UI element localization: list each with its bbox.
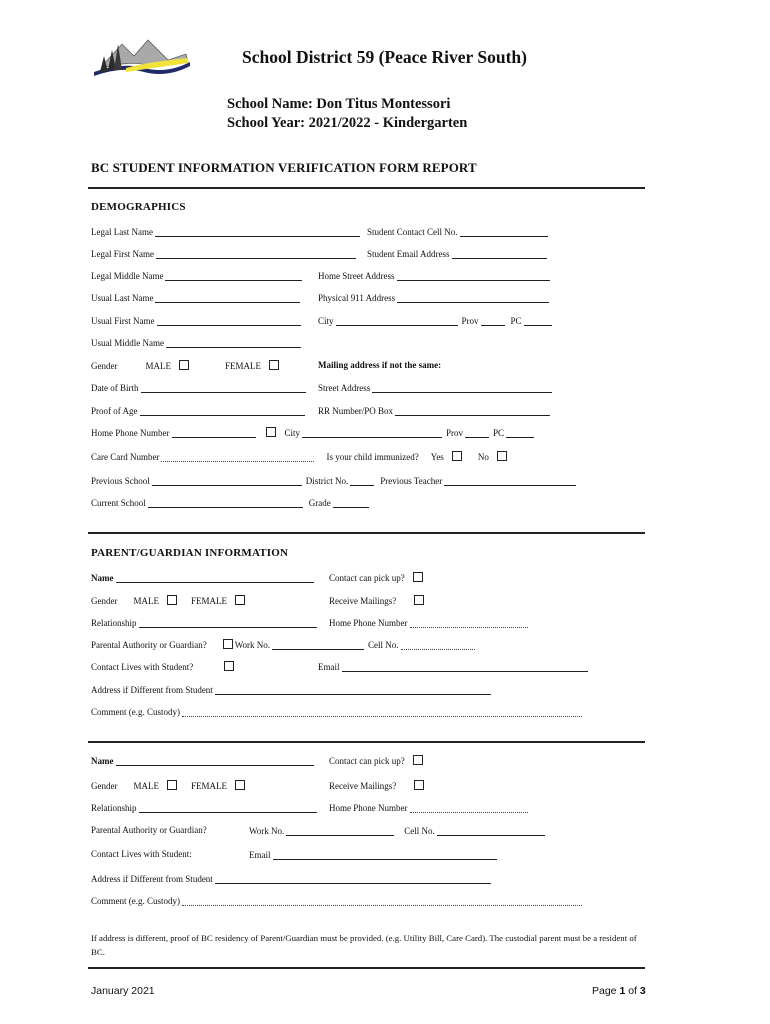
home-phone-label: Home Phone Number — [91, 428, 170, 438]
p2-name-label: Name — [91, 756, 114, 766]
no-label: No — [477, 452, 489, 462]
contact-cell-input[interactable] — [460, 226, 548, 237]
p2-address-diff-input[interactable] — [215, 873, 491, 884]
prev-teacher-label: Previous Teacher — [380, 476, 443, 486]
city2-input[interactable] — [302, 427, 442, 438]
p1-gender-label: Gender — [91, 596, 118, 606]
p1-work-no-input[interactable] — [272, 639, 364, 650]
p1-lives-with-checkbox[interactable] — [224, 661, 234, 671]
district-no-input[interactable] — [350, 475, 374, 486]
dob-label: Date of Birth — [91, 383, 139, 393]
usual-first-label: Usual First Name — [91, 316, 155, 326]
school-name: School Name: Don Titus Montessori — [227, 96, 451, 112]
p1-name-label: Name — [91, 573, 114, 583]
p2-name-input[interactable] — [116, 755, 314, 766]
yes-label: Yes — [430, 452, 444, 462]
footer-page — [592, 985, 646, 997]
p1-female-label: FEMALE — [191, 596, 227, 606]
p2-home-phone-label: Home Phone Number — [329, 803, 408, 813]
divider — [88, 741, 645, 743]
p1-female-checkbox[interactable] — [235, 595, 245, 605]
p1-work-no-label: Work No. — [234, 640, 270, 650]
rr-po-label: RR Number/PO Box — [318, 406, 394, 416]
yes-checkbox[interactable] — [452, 451, 462, 461]
district-title: School District 59 (Peace River South) — [242, 47, 527, 67]
p2-cell-no-label: Cell No. — [404, 826, 435, 836]
district-no-label: District No. — [305, 476, 349, 486]
p2-male-checkbox[interactable] — [167, 780, 177, 790]
page-word: Page — [592, 985, 617, 997]
care-card-label: Care Card Number — [91, 452, 160, 462]
usual-first-input[interactable] — [157, 315, 301, 326]
home-phone-checkbox[interactable] — [266, 427, 276, 437]
contact-cell-label: Student Contact Cell No. — [367, 227, 458, 237]
p2-pickup-checkbox[interactable] — [413, 755, 423, 765]
male-label: MALE — [145, 361, 171, 371]
p1-address-diff-label: Address if Different from Student — [91, 685, 213, 695]
p2-home-phone-input[interactable] — [410, 802, 528, 813]
no-checkbox[interactable] — [497, 451, 507, 461]
current-school-label: Current School — [91, 498, 146, 508]
p1-relationship-input[interactable] — [139, 617, 317, 628]
usual-middle-label: Usual Middle Name — [91, 338, 164, 348]
p1-comment-label: Comment (e.g. Custody) — [91, 707, 180, 717]
pc2-label: PC — [493, 428, 505, 438]
form-title: BC STUDENT INFORMATION VERIFICATION FORM REPORT — [91, 160, 477, 175]
p2-relationship-input[interactable] — [139, 802, 317, 813]
pc-label: PC — [510, 316, 522, 326]
p1-cell-no-label: Cell No. — [368, 640, 399, 650]
p1-male-checkbox[interactable] — [167, 595, 177, 605]
proof-age-label: Proof of Age — [91, 406, 138, 416]
p2-female-checkbox[interactable] — [235, 780, 245, 790]
home-phone-input[interactable] — [172, 427, 256, 438]
email-label: Student Email Address — [367, 249, 450, 259]
p2-mailings-checkbox[interactable] — [414, 780, 424, 790]
p1-mailings-label: Receive Mailings? — [329, 596, 397, 606]
legal-last-label: Legal Last Name — [91, 227, 153, 237]
p2-work-no-input[interactable] — [286, 825, 394, 836]
p1-cell-no-input[interactable] — [401, 639, 475, 650]
mailing-note: Mailing address if not the same: — [318, 360, 442, 370]
prov-label: Prov — [461, 316, 479, 326]
divider — [88, 187, 645, 189]
gender-label: Gender — [91, 361, 118, 371]
p1-relationship-label: Relationship — [91, 618, 137, 628]
p1-mailings-checkbox[interactable] — [414, 595, 424, 605]
p1-email-input[interactable] — [342, 661, 588, 672]
legal-first-label: Legal First Name — [91, 249, 154, 259]
female-label: FEMALE — [225, 361, 261, 371]
street-input[interactable] — [372, 382, 552, 393]
p2-email-input[interactable] — [273, 849, 497, 860]
p2-authority-label: Parental Authority or Guardian? — [91, 825, 207, 835]
male-checkbox[interactable] — [179, 360, 189, 370]
dob-input[interactable] — [141, 382, 306, 393]
prev-school-input[interactable] — [152, 475, 302, 486]
care-card-input[interactable] — [161, 451, 314, 462]
pc-input[interactable] — [524, 315, 552, 326]
of-word: of — [628, 985, 637, 997]
p2-female-label: FEMALE — [191, 781, 227, 791]
prev-teacher-input[interactable] — [444, 475, 576, 486]
p2-email-label: Email — [249, 850, 271, 860]
page-number: 1 — [619, 985, 626, 997]
p2-lives-with-label: Contact Lives with Student: — [91, 849, 192, 859]
district-logo — [92, 32, 192, 76]
p2-male-label: MALE — [133, 781, 159, 791]
p1-lives-with-label: Contact Lives with Student? — [91, 662, 194, 672]
usual-last-input[interactable] — [155, 292, 300, 303]
legal-last-input[interactable] — [155, 226, 360, 237]
pc2-input[interactable] — [506, 427, 534, 438]
physical-911-input[interactable] — [397, 292, 549, 303]
demographics-heading: DEMOGRAPHICS — [91, 201, 186, 213]
usual-last-label: Usual Last Name — [91, 293, 154, 303]
parent-heading: PARENT/GUARDIAN INFORMATION — [91, 547, 289, 559]
immunized-label: Is your child immunized? — [326, 452, 419, 462]
city-input[interactable] — [336, 315, 458, 326]
rr-po-input[interactable] — [395, 405, 550, 416]
school-year: School Year: 2021/2022 - Kindergarten — [227, 115, 468, 131]
school-info — [227, 95, 467, 133]
p2-comment-input[interactable] — [182, 895, 582, 906]
p2-relationship-label: Relationship — [91, 803, 137, 813]
page-total: 3 — [639, 985, 646, 997]
footer-date: January 2021 — [91, 985, 155, 997]
p1-home-phone-label: Home Phone Number — [329, 618, 408, 628]
prov2-input[interactable] — [465, 427, 489, 438]
prov-input[interactable] — [481, 315, 505, 326]
street-label: Street Address — [318, 383, 371, 393]
legal-middle-label: Legal Middle Name — [91, 271, 164, 281]
usual-middle-input[interactable] — [166, 337, 301, 348]
p1-comment-input[interactable] — [182, 706, 582, 717]
p1-address-diff-input[interactable] — [215, 684, 491, 695]
grade-input[interactable] — [333, 497, 369, 508]
proof-age-input[interactable] — [140, 405, 305, 416]
prov2-label: Prov — [446, 428, 464, 438]
city-label: City — [318, 316, 334, 326]
legal-middle-input[interactable] — [165, 270, 302, 281]
footnote: If address is different, proof of BC residency of Parent/Guardian must be provided. (e.g. Utility Bill, Care Card). The custodial parent must be a resident of BC. — [91, 933, 637, 957]
home-street-label: Home Street Address — [318, 271, 395, 281]
home-street-input[interactable] — [397, 270, 550, 281]
female-checkbox[interactable] — [269, 360, 279, 370]
email-input[interactable] — [452, 248, 547, 259]
city2-label: City — [284, 428, 301, 438]
p1-home-phone-input[interactable] — [410, 617, 528, 628]
p2-gender-label: Gender — [91, 781, 118, 791]
legal-first-input[interactable] — [156, 248, 356, 259]
p1-authority-checkbox[interactable] — [223, 639, 233, 649]
p1-pickup-checkbox[interactable] — [413, 572, 423, 582]
current-school-input[interactable] — [148, 497, 303, 508]
p1-authority-label: Parental Authority or Guardian? — [91, 640, 207, 650]
p1-male-label: MALE — [133, 596, 159, 606]
p2-cell-no-input[interactable] — [437, 825, 545, 836]
p2-comment-label: Comment (e.g. Custody) — [91, 896, 180, 906]
p2-pickup-label: Contact can pick up? — [329, 756, 405, 766]
p2-work-no-label: Work No. — [249, 826, 285, 836]
p2-address-diff-label: Address if Different from Student — [91, 874, 213, 884]
divider — [88, 532, 645, 534]
p1-email-label: Email — [318, 662, 340, 672]
grade-label: Grade — [308, 498, 331, 508]
p1-pickup-label: Contact can pick up? — [329, 573, 405, 583]
p2-mailings-label: Receive Mailings? — [329, 781, 397, 791]
divider — [88, 967, 645, 969]
physical-911-label: Physical 911 Address — [318, 293, 396, 303]
p1-name-input[interactable] — [116, 572, 314, 583]
prev-school-label: Previous School — [91, 476, 150, 486]
